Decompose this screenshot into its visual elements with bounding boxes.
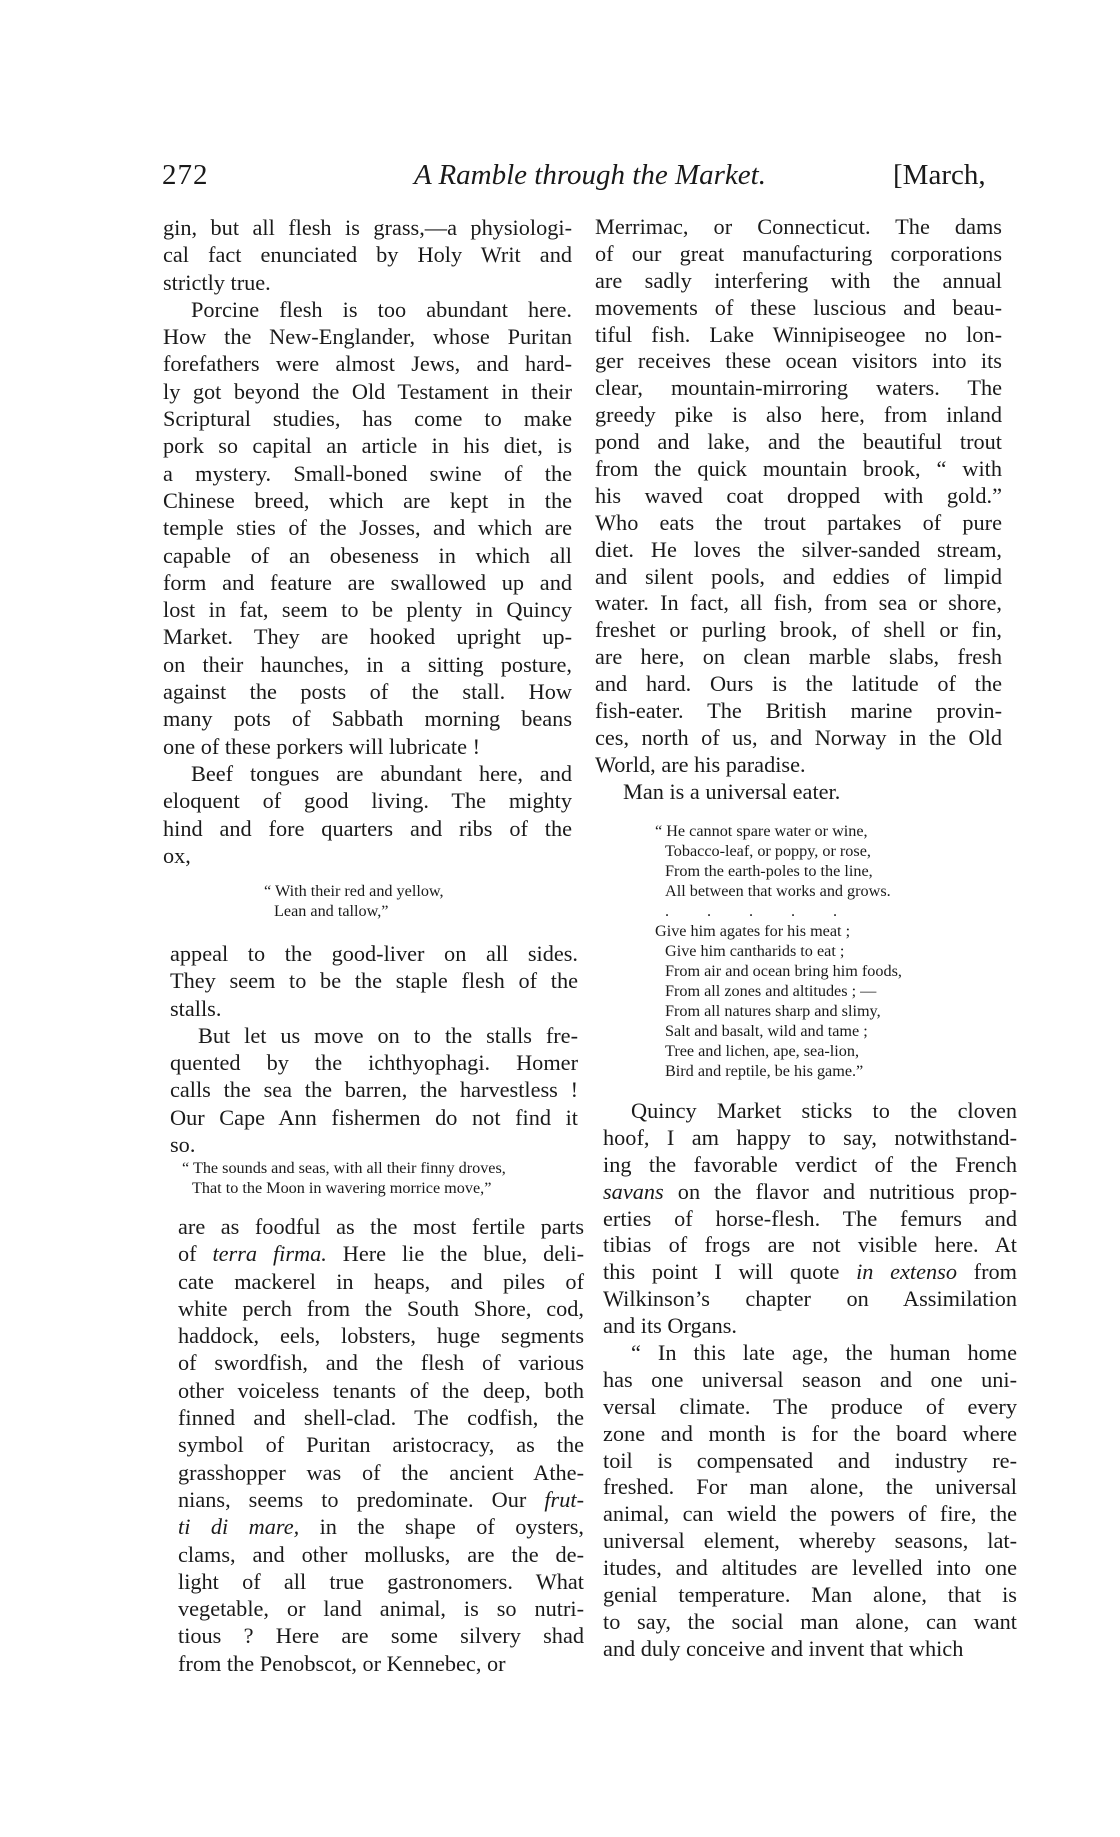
text-line: ces, north of us, and Norway in the Old [595,724,1002,750]
text-segment: nians, seems to predominate. Our [178,1486,545,1512]
text-line: clear, mountain-mirroring waters. The [595,375,1002,401]
text-line: diet. He loves the silver-sanded stream, [595,536,1002,562]
text-line: many pots of Sabbath morning beans [163,706,572,732]
italic-phrase: in extenso [856,1259,957,1285]
text-line: of our great manufacturing corporations [595,240,1002,266]
text-line: Who eats the trout partakes of pure [595,509,1002,535]
text-line: eloquent of good living. The mighty [163,788,572,814]
text-segment: from [956,1259,1018,1285]
text-line [603,1259,1017,1286]
text-line: But let us move on to the stalls fre- [198,1022,578,1048]
text-line: fish-eater. The British marine provin- [595,698,1002,724]
text-line: tiful fish. Lake Winnipiseogee no lon- [595,321,1002,347]
text-line: against the posts of the stall. How [163,679,572,705]
text-line [178,1513,584,1540]
paragraph [603,1098,1017,1340]
text-line: Scriptural studies, has come to make [163,406,572,432]
text-line: are here, on clean marble slabs, fresh [595,644,1002,670]
running-title: A Ramble through the Market. [414,159,766,191]
verse-line: “ The sounds and seas, with all their finny droves, [182,1159,506,1177]
text-line: quented by the ichthyophagi. Homer [170,1050,578,1076]
text-line: are as foodful as the most fertile parts [178,1214,584,1239]
text-line: and its Organs. [603,1313,737,1339]
text-line: from the quick mountain brook, “ with [595,456,1002,482]
text-line: hind and fore quarters and ribs of the [163,815,572,841]
text-line: universal element, whereby seasons, lat- [603,1528,1017,1554]
text-line: appeal to the good-liver on all sides. [170,941,578,966]
text-line: his waved coat dropped with gold.” [595,482,1002,508]
ellipsis-dot: . [833,902,838,920]
verse-quote-2 [182,1158,506,1198]
text-line: forefathers were almost Jews, and hard- [163,351,572,377]
text-line: Chinese breed, which are kept in the [163,487,572,513]
text-line: itudes, and altitudes are levelled into one [603,1555,1017,1581]
verse-ellipsis [655,901,902,921]
text-line: pork so capital an article in his diet, is [163,433,572,459]
text-line: Quincy Market sticks to the cloven [631,1098,1017,1123]
text-line: to say, the social man alone, can want [603,1608,1017,1634]
verse-line: Give him agates for his meat ; [655,922,851,940]
text-line: temple sties of the Josses, and which are [163,515,572,541]
text-line: gin, but all flesh is grass,—a physiologi- [163,215,572,240]
verse-stanza-2 [655,921,902,1081]
text-line: haddock, eels, lobsters, huge segments [178,1323,584,1349]
verse-line: Tree and lichen, ape, sea-lion, [665,1042,860,1060]
text-line: Man is a universal eater. [623,778,841,804]
text-line: ger receives these ocean visitors into its [595,348,1002,374]
italic-phrase: frut- [544,1486,584,1512]
text-line: lost in fat, seem to be plenty in Quincy [163,597,572,623]
text-line: cate mackerel in heaps, and piles of [178,1268,584,1294]
text-line [603,1179,1017,1206]
text-line: are sadly interfering with the annual [595,267,1002,293]
text-line: pond and lake, and the beautiful trout [595,429,1002,455]
italic-phrase: savans [603,1178,664,1204]
paragraph [603,1340,1017,1663]
text-line: finned and shell-clad. The codfish, the [178,1405,584,1431]
text-line: ing the favorable verdict of the French [603,1151,1017,1177]
verse-line: All between that works and grows. [665,882,891,900]
paragraph [170,1022,578,1158]
text-line: Wilkinson’s chapter on Assimilation [603,1286,1017,1312]
text-line: calls the sea the barren, the harvestless ! [170,1077,578,1103]
text-line: ox, [163,842,191,868]
paragraph [170,940,578,1022]
verse-line: From the earth-poles to the line, [665,862,873,880]
text-line: of swordfish, and the flesh of various [178,1350,584,1376]
paragraph [178,1213,584,1677]
text-line: grasshopper was of the ancient Athe- [178,1459,584,1485]
text-line: ly got beyond the Old Testament in their [163,378,572,404]
text-line: from the Penobscot, or Kennebec, or [178,1650,506,1676]
text-line: vegetable, or land animal, is so nutri- [178,1596,584,1622]
text-line: symbol of Puritan aristocracy, as the [178,1432,584,1458]
paragraph [163,214,572,296]
text-line [178,1486,584,1513]
emerson-verse [655,821,902,1081]
text-line: and hard. Ours is the latitude of the [595,671,1002,697]
left-column-text-1 [163,214,572,869]
text-line: water. In fact, all fish, from sea or shore, [595,590,1002,616]
text-line: hoof, I am happy to say, notwithstand- [603,1124,1017,1150]
verse-line: From all natures sharp and slimy, [665,1002,881,1020]
paragraph [163,296,572,760]
text-segment: in the shape of oysters, [299,1514,584,1540]
text-line: erties of horse-flesh. The femurs and [603,1205,1017,1231]
text-line: freshet or purling brook, of shell or fin, [595,617,1002,643]
ellipsis-dot: . [749,902,754,920]
verse-line: From all zones and altitudes ; — [665,982,877,1000]
text-line: Market. They are hooked upright up- [163,624,572,650]
verse-line: That to the Moon in wavering morrice move,” [192,1179,492,1197]
text-segment: on the flavor and nutritious prop- [663,1178,1017,1204]
text-line: movements of these luscious and beau- [595,294,1002,320]
text-segment: this point I will quote [603,1259,857,1285]
text-line: “ In this late age, the human home [631,1340,1017,1366]
text-line: tious ? Here are some silvery shad [178,1623,584,1649]
text-line: on their haunches, in a sitting posture, [163,651,572,677]
ellipsis-dot: . [707,902,712,920]
text-line: form and feature are swallowed up and [163,569,572,595]
paragraph [595,214,1002,779]
italic-phrase: terra firma. [212,1241,327,1267]
verse-line: Give him cantharids to eat ; [665,942,845,960]
text-line: cal fact enunciated by Holy Writ and [163,242,572,268]
paragraph [163,760,572,869]
verse-line: Lean and tallow,” [274,902,389,920]
running-month: [March, [893,159,986,191]
text-line: capable of an obeseness in which all [163,542,572,568]
right-column-text-1 [595,214,1002,806]
right-column-text-3 [603,1098,1017,1663]
left-column-text-2 [170,940,578,1158]
text-line: toil is compensated and industry re- [603,1447,1017,1473]
text-line: Porcine flesh is too abundant here. [191,296,572,322]
ellipsis-dot: . [791,902,796,920]
text-line: versal climate. The produce of every [603,1393,1017,1419]
text-line: and duly conceive and invent that which [603,1635,964,1661]
text-line: stalls. [170,995,222,1021]
text-segment: of [178,1241,213,1267]
text-line: World, are his paradise. [595,751,806,777]
text-line: How the New-Englander, whose Puritan [163,324,572,350]
text-segment: Here lie the blue, deli- [326,1241,584,1267]
verse-line: “ He cannot spare water or wine, [655,822,868,840]
text-line [178,1240,584,1267]
verse-stanza-1 [655,821,902,901]
text-line: clams, and other mollusks, are the de- [178,1541,584,1567]
text-line: other voiceless tenants of the deep, both [178,1377,584,1403]
text-line: light of all true gastronomers. What [178,1568,584,1594]
text-line: animal, can wield the powers of fire, the [603,1501,1017,1527]
text-line: Beef tongues are abundant here, and [191,760,572,786]
verse-quote-1 [264,881,444,921]
italic-phrase: ti di mare, [178,1514,300,1540]
text-line: so. [170,1132,196,1158]
text-line: tibias of frogs are not visible here. At [603,1232,1017,1258]
verse-line: From air and ocean bring him foods, [665,962,902,980]
text-line: greedy pike is also here, from inland [595,402,1002,428]
text-line: strictly true. [163,269,271,295]
verse-line: Tobacco-leaf, or poppy, or rose, [665,842,871,860]
text-line: Merrimac, or Connecticut. The dams [595,214,1002,239]
text-line: has one universal season and one uni- [603,1366,1017,1392]
verse-line: Salt and basalt, wild and tame ; [665,1022,868,1040]
page-number: 272 [162,159,209,191]
text-line: white perch from the South Shore, cod, [178,1295,584,1321]
text-line: a mystery. Small-boned swine of the [163,460,572,486]
left-column-text-3 [178,1213,584,1677]
text-line: genial temperature. Man alone, that is [603,1582,1017,1608]
text-line: Our Cape Ann fishermen do not find it [170,1104,578,1130]
paragraph [595,779,1002,806]
ellipsis-dot: . [665,902,670,920]
verse-line: Bird and reptile, be his game.” [665,1062,864,1080]
text-line: and silent pools, and eddies of limpid [595,563,1002,589]
verse-line: “ With their red and yellow, [264,882,444,900]
text-line: freshed. For man alone, the universal [603,1474,1017,1500]
text-line: zone and month is for the board where [603,1420,1017,1446]
text-line: They seem to be the staple flesh of the [170,968,578,994]
text-line: one of these porkers will lubricate ! [163,733,481,759]
